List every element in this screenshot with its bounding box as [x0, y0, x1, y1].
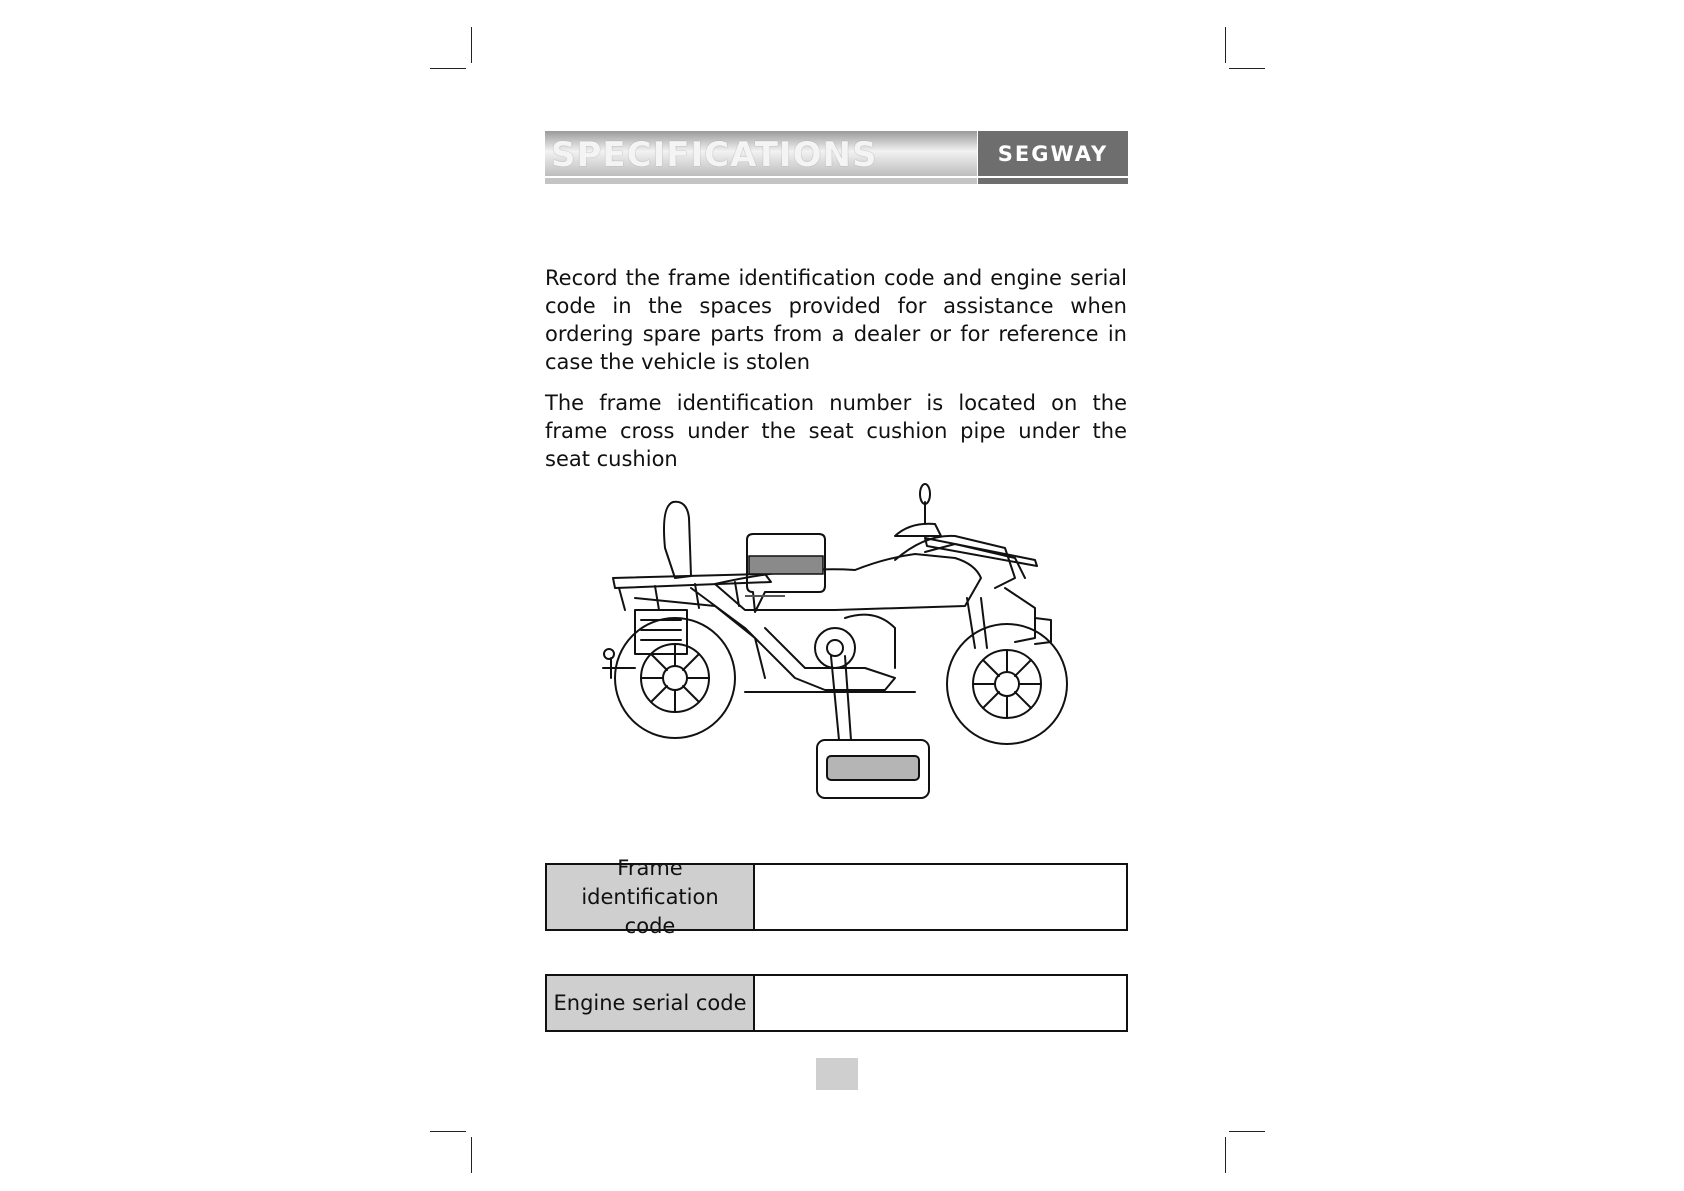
crop-mark — [1225, 27, 1226, 63]
brand-name: SEGWAY — [997, 141, 1109, 166]
frame-code-field — [545, 855, 1128, 938]
section-band — [545, 131, 977, 176]
location-paragraph: The frame identification number is located on the frame cross under the seat cushion pipe under the seat cushion — [545, 391, 1127, 471]
frame-code-label: Frame identification code — [547, 865, 755, 929]
header-rule — [545, 178, 977, 184]
logo-rule — [978, 178, 1128, 184]
engine-code-label: Engine serial code — [547, 976, 755, 1030]
crop-mark — [1229, 68, 1265, 69]
page-header — [545, 131, 1128, 184]
crop-mark — [430, 68, 466, 69]
crop-mark — [430, 1131, 466, 1132]
crop-mark — [471, 1137, 472, 1173]
instruction-paragraph: Record the frame identification code and engine serial code in the spaces provided for assistance when ordering spare parts from a dealer or for reference in case the vehicle is stolen — [545, 266, 1127, 374]
brand-logo — [978, 131, 1128, 176]
page-number-box — [816, 1058, 858, 1090]
engine-code-field — [545, 974, 1128, 1032]
section-title: SPECIFICATIONS — [551, 135, 878, 175]
atv-illustration-icon — [595, 478, 1085, 818]
crop-mark — [1225, 1137, 1226, 1173]
engine-code-entry[interactable] — [755, 976, 1126, 1030]
crop-mark — [1229, 1131, 1265, 1132]
frame-code-entry[interactable] — [755, 865, 1126, 929]
crop-mark — [471, 27, 472, 63]
